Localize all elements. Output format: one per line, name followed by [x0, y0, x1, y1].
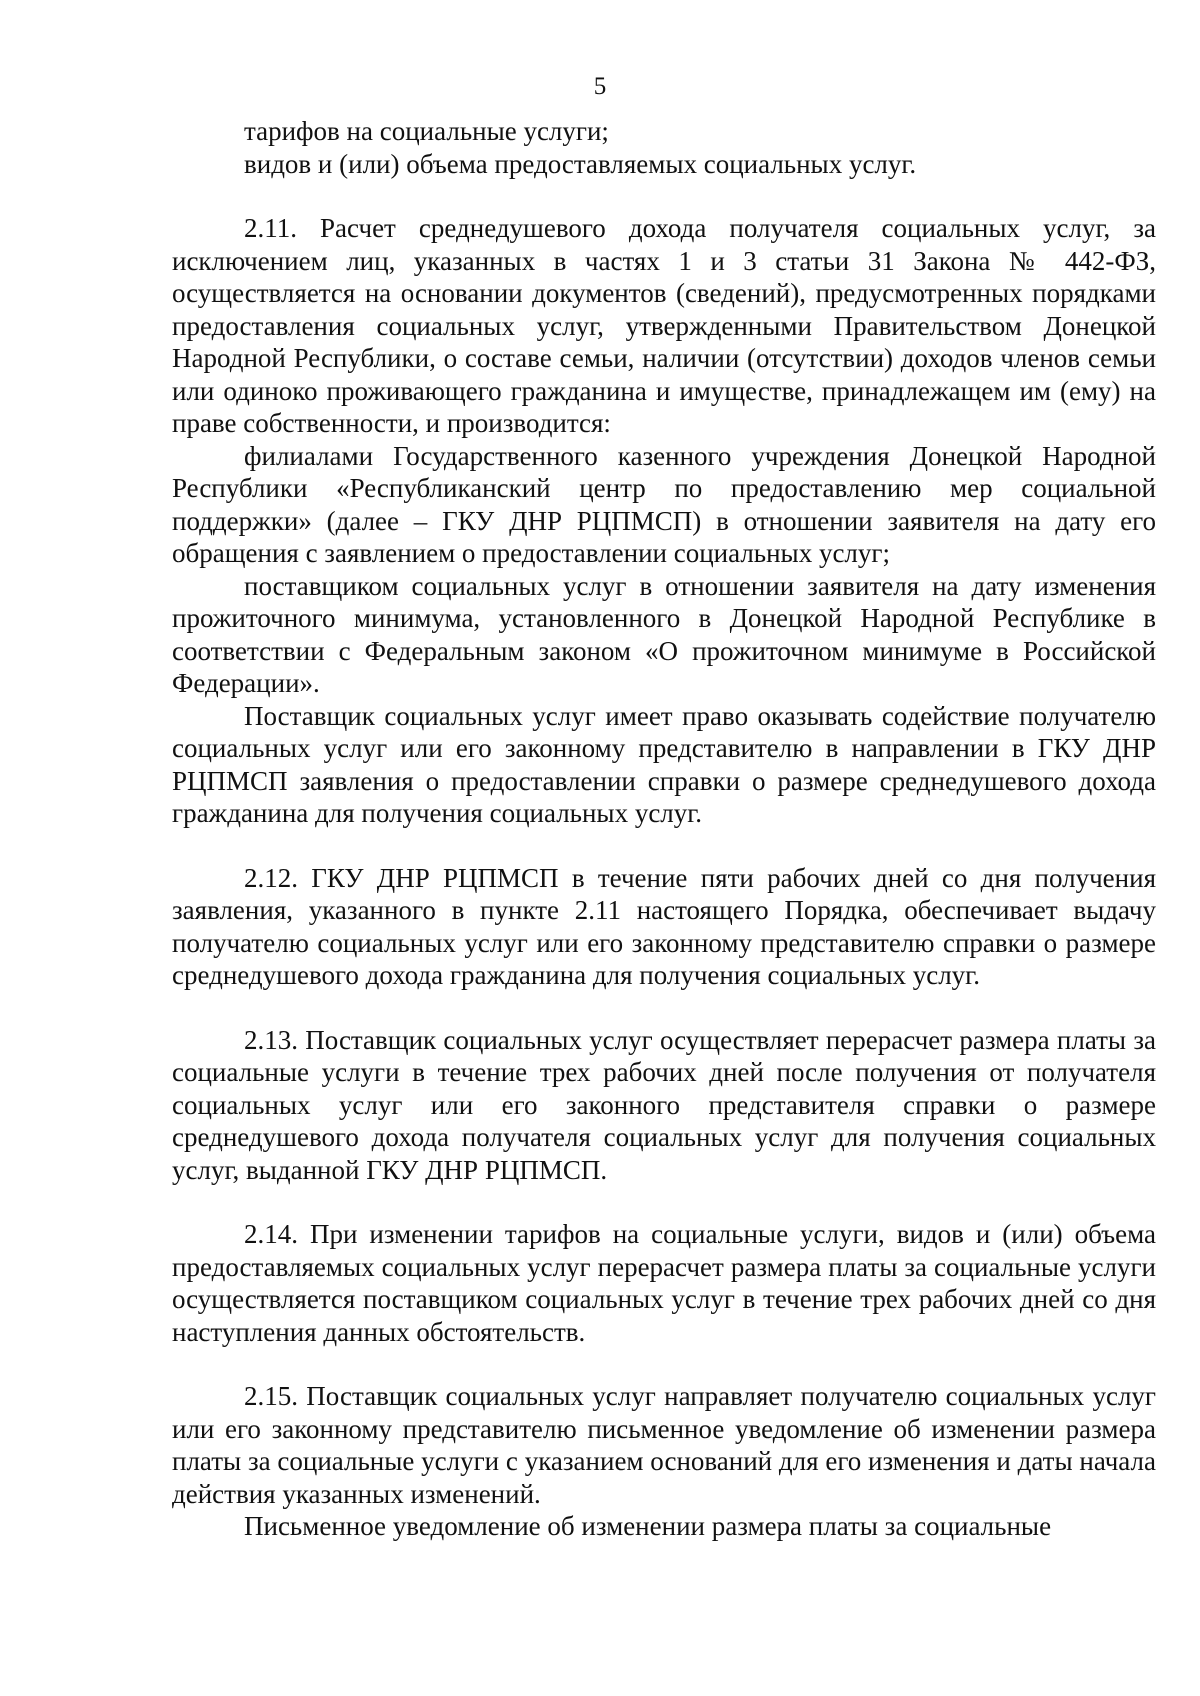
- paragraph-tariffs: тарифов на социальные услуги;: [244, 116, 609, 146]
- paragraph-service-types: видов и (или) объема предоставляемых социальных услуг.: [244, 148, 917, 179]
- paragraph-2-14: 2.14. При изменении тарифов на социальные услуги, видов и (или) объема предоставляемых социальных услуг перерасчет размера платы за социальные услуги осуществляется поставщиком социальных услуг в течение трех рабочих дней со дня наступления данных обстоятельств.: [172, 1219, 1156, 1347]
- paragraph-2-11-assistance: Поставщик социальных услуг имеет право оказывать содействие получателю социальных услуг или его законному представителю в направлении в ГКУ ДНР РЦПМСП заявления о предоставлении справки о размере среднедушевого дохода гражданина для получения социальных услуг.: [172, 700, 1156, 828]
- paragraph-2-13: 2.13. Поставщик социальных услуг осуществляет перерасчет размера платы за социальные услуги в течение трех рабочих дней после получения от получателя социальных услуг или его законного представителя справки о размере среднедушевого дохода получателя социальных услуг для получения социальных услуг, выданной ГКУ ДНР РЦПМСП.: [172, 1024, 1156, 1185]
- paragraph-2-12: 2.12. ГКУ ДНР РЦПМСП в течение пяти рабочих дней со дня получения заявления, указанного в пункте 2.11 настоящего Порядка, обеспечивает выдачу получателю социальных услуг или его законному представителю справки о размере среднедушевого дохода гражданина для получения социальных услуг.: [172, 862, 1156, 990]
- paragraph-2-11-branches: филиалами Государственного казенного учреждения Донецкой Народной Республики «Республиканский центр по предоставлению мер социальной поддержки» (далее – ГКУ ДНР РЦПМСП) в отношении заявителя на дату его обращения с заявлением о предоставлении социальных услуг;: [172, 440, 1156, 568]
- paragraph-written-notice: Письменное уведомление об изменении размера платы за социальные: [244, 1511, 1052, 1541]
- paragraph-2-15: 2.15. Поставщик социальных услуг направляет получателю социальных услуг или его законному представителю письменное уведомление об изменении размера платы за социальные услуги с указанием оснований для его изменения и даты начала действия указанных изменений.: [172, 1381, 1156, 1509]
- page-number: 5: [593, 73, 607, 100]
- paragraph-2-11: 2.11. Расчет среднедушевого дохода получателя социальных услуг, за исключением лиц, указанных в частях 1 и 3 статьи 31 Закона № 442-ФЗ, осуществляется на основании документов (сведений), предусмотренных порядками предоставления социальных услуг, утвержденными Правительством Донецкой Народной Республики, о составе семьи, наличии (отсутствии) доходов членов семьи или одиноко проживающего гражданина и имуществе, принадлежащем им (ему) на праве собственности, и производится:: [172, 213, 1156, 438]
- paragraph-2-11-provider: поставщиком социальных услуг в отношении заявителя на дату изменения прожиточного минимума, установленного в Донецкой Народной Республике в соответствии с Федеральным законом «О прожиточном минимуме в Российской Федерации».: [172, 570, 1156, 698]
- document-body: [172, 115, 1156, 1543]
